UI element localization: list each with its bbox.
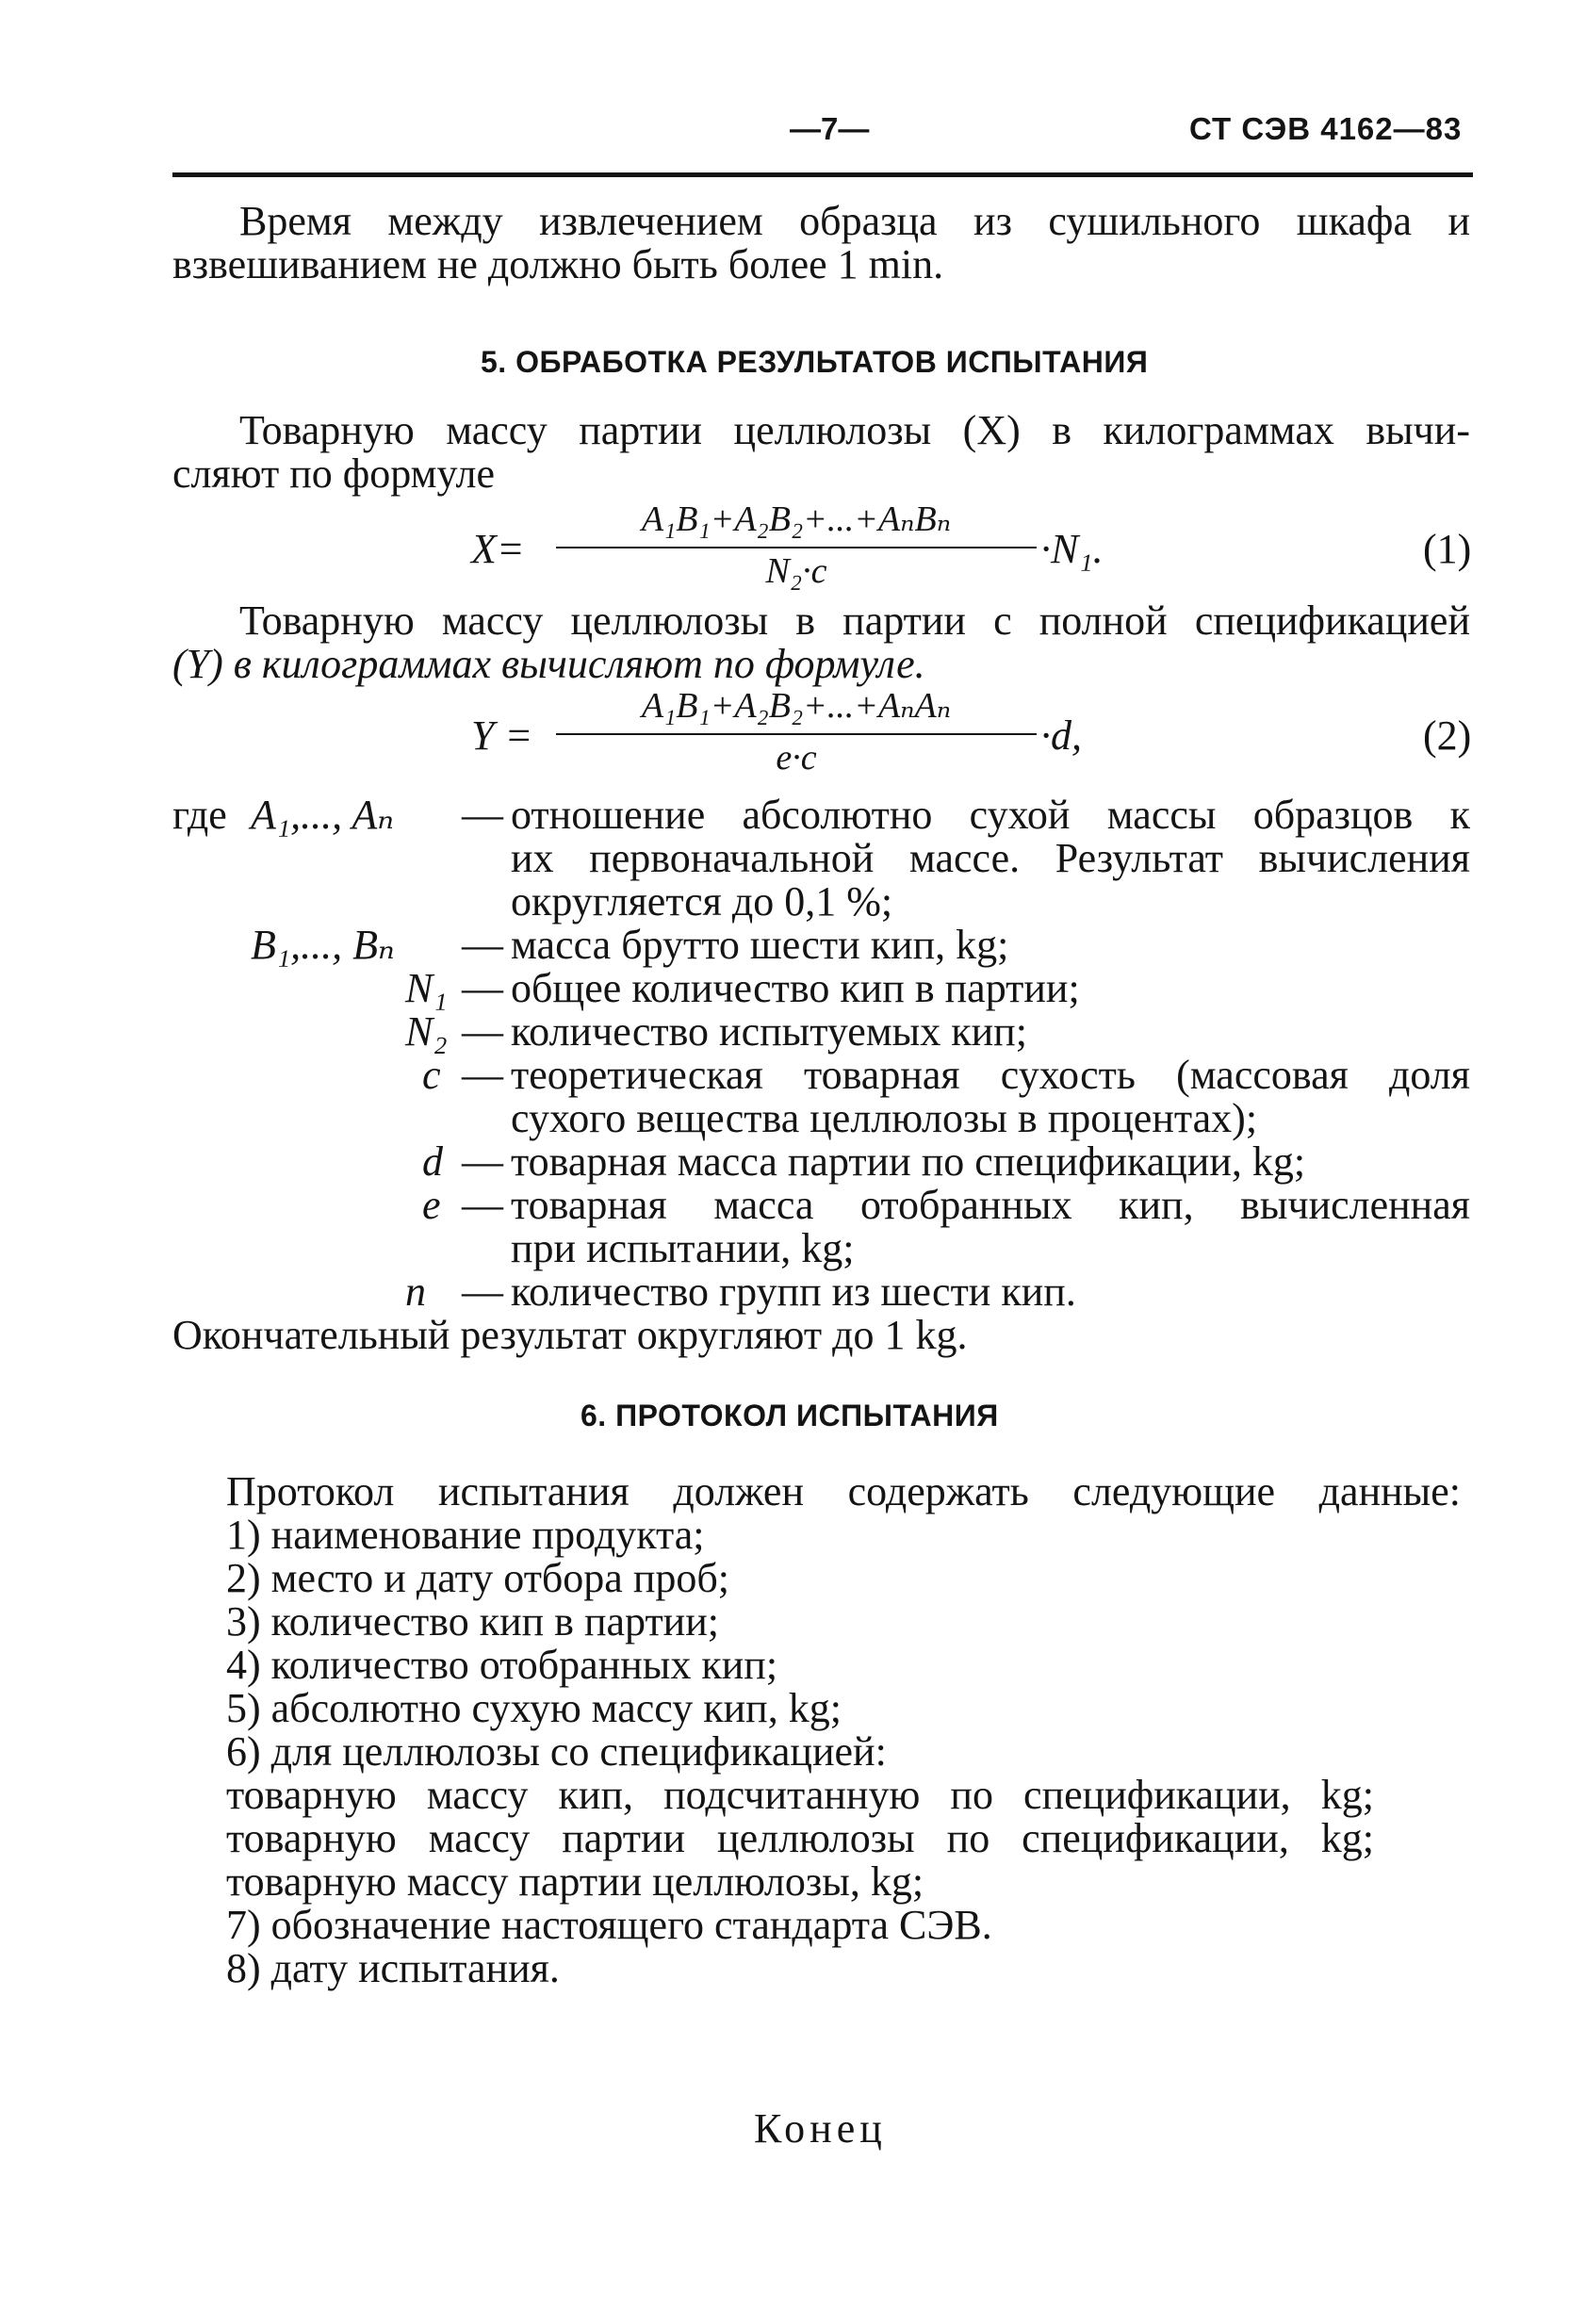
definition-text-a-line-2: их первоначальной массе. Результат вычисления (511, 835, 1470, 881)
definition-symbol-c: c (422, 1052, 441, 1098)
definition-dash-d: — (462, 1138, 503, 1185)
definition-text-c-line-2: сухого вещества целлюлозы в процентах); (511, 1095, 1258, 1141)
end-word: Конец (754, 2105, 887, 2152)
definition-dash-n: — (462, 1268, 503, 1315)
formula-2-numerator: A₁B₁+A₂B₂+...+AₙAₙ (641, 686, 952, 726)
definition-dash-c: — (462, 1052, 503, 1098)
section-5-heading: 5. ОБРАБОТКА РЕЗУЛЬТАТОВ ИСПЫТАНИЯ (481, 345, 1149, 379)
protocol-item-8: 8) дату испытания. (226, 1945, 560, 1991)
formula-2-fraction-bar (556, 733, 1037, 735)
formula-1-fraction-bar (556, 547, 1037, 548)
definition-dash-n1: — (462, 965, 503, 1011)
definition-text-n2: количество испытуемых кип; (511, 1008, 1027, 1055)
protocol-item-1: 1) наименование продукта; (226, 1512, 705, 1558)
section-5-para-1-line-1: Товарную массу партии целлюлозы (X) в килограммах вычи- (239, 407, 1470, 453)
protocol-item-6c: товарную массу партии целлюлозы, kg; (226, 1858, 924, 1905)
definition-text-b: масса брутто шести кип, kg; (511, 922, 1009, 968)
definition-text-c-line-1: теоретическая товарная сухость (массовая доля (511, 1052, 1470, 1098)
formula-2-number: (2) (1423, 712, 1472, 759)
section-5-para-2-line-1: Товарную массу целлюлозы в партии с полной спецификацией (239, 597, 1470, 644)
formula-2-denominator: e·c (776, 738, 817, 777)
protocol-item-5: 5) абсолютно сухую массу кип, kg; (226, 1685, 842, 1731)
protocol-item-3: 3) количество кип в партии; (226, 1598, 719, 1645)
where-word: где (172, 792, 227, 838)
definition-symbol-n: n (405, 1268, 426, 1315)
protocol-item-6: 6) для целлюлозы со спецификацией: (226, 1728, 887, 1775)
section-5-para-2-line-2: (Y) в килограммах вычисляют по формуле. (172, 641, 925, 687)
definition-symbol-e: e (422, 1182, 441, 1228)
final-result-line: Окончательный результат округляют до 1 kg. (172, 1312, 968, 1358)
formula-2-factor: ·d, (1040, 712, 1082, 759)
definition-symbol-n2: N₂ (405, 1008, 448, 1055)
formula-1-numerator: A₁B₁+A₂B₂+...+AₙBₙ (641, 499, 952, 539)
formula-1-denominator: N₂·c (765, 551, 827, 591)
section-5-para-1-line-2: сляют по формуле (172, 450, 496, 497)
definition-dash-e: — (462, 1182, 503, 1228)
formula-1-number: (1) (1423, 526, 1472, 572)
definition-symbol-b: B₁,..., Bₙ (251, 922, 395, 968)
definition-text-a-line-3: округляется до 0,1 %; (511, 878, 893, 925)
definition-text-e-line-2: при испытании, kg; (511, 1225, 855, 1271)
definition-dash-n2: — (462, 1008, 503, 1055)
definition-text-n1: общее количество кип в партии; (511, 965, 1080, 1011)
protocol-item-4: 4) количество отобранных кип; (226, 1642, 778, 1688)
definition-symbol-d: d (422, 1138, 443, 1185)
section-6-heading: 6. ПРОТОКОЛ ИСПЫТАНИЯ (581, 1399, 999, 1432)
intro-line-2: взвешиванием не должно быть более 1 min. (172, 241, 944, 287)
definition-text-n: количество групп из шести кип. (511, 1268, 1076, 1315)
page-number: —7— (790, 111, 870, 146)
header-rule (172, 172, 1473, 177)
definition-dash-a: — (462, 792, 503, 838)
definition-symbol-n1: N₁ (405, 965, 448, 1011)
definition-dash-b: — (462, 922, 503, 968)
formula-1-factor: ·N₁. (1040, 526, 1104, 572)
protocol-item-7: 7) обозначение настоящего стандарта СЭВ. (226, 1902, 992, 1948)
definition-text-e-line-1: товарная масса отобранных кип, вычисленная (511, 1182, 1470, 1228)
protocol-item-6b: товарную массу партии целлюлозы по спецификации, kg; (226, 1815, 1374, 1861)
protocol-item-2: 2) место и дату отбора проб; (226, 1555, 729, 1601)
formula-1-lhs: X= (471, 526, 525, 572)
definition-symbol-a: A₁,..., Aₙ (251, 792, 395, 838)
definition-text-d: товарная масса партии по спецификации, kg; (511, 1138, 1306, 1185)
protocol-item-6a: товарную массу кип, подсчитанную по спецификации, kg; (226, 1772, 1374, 1818)
intro-line-1: Время между извлечением образца из сушильного шкафа и (239, 198, 1470, 244)
section-6-intro: Протокол испытания должен содержать следующие данные: (226, 1468, 1461, 1514)
standard-designation: СТ СЭВ 4162—83 (1189, 111, 1463, 146)
formula-2-lhs: Y = (471, 712, 533, 759)
definition-text-a-line-1: отношение абсолютно сухой массы образцов к (511, 792, 1470, 838)
